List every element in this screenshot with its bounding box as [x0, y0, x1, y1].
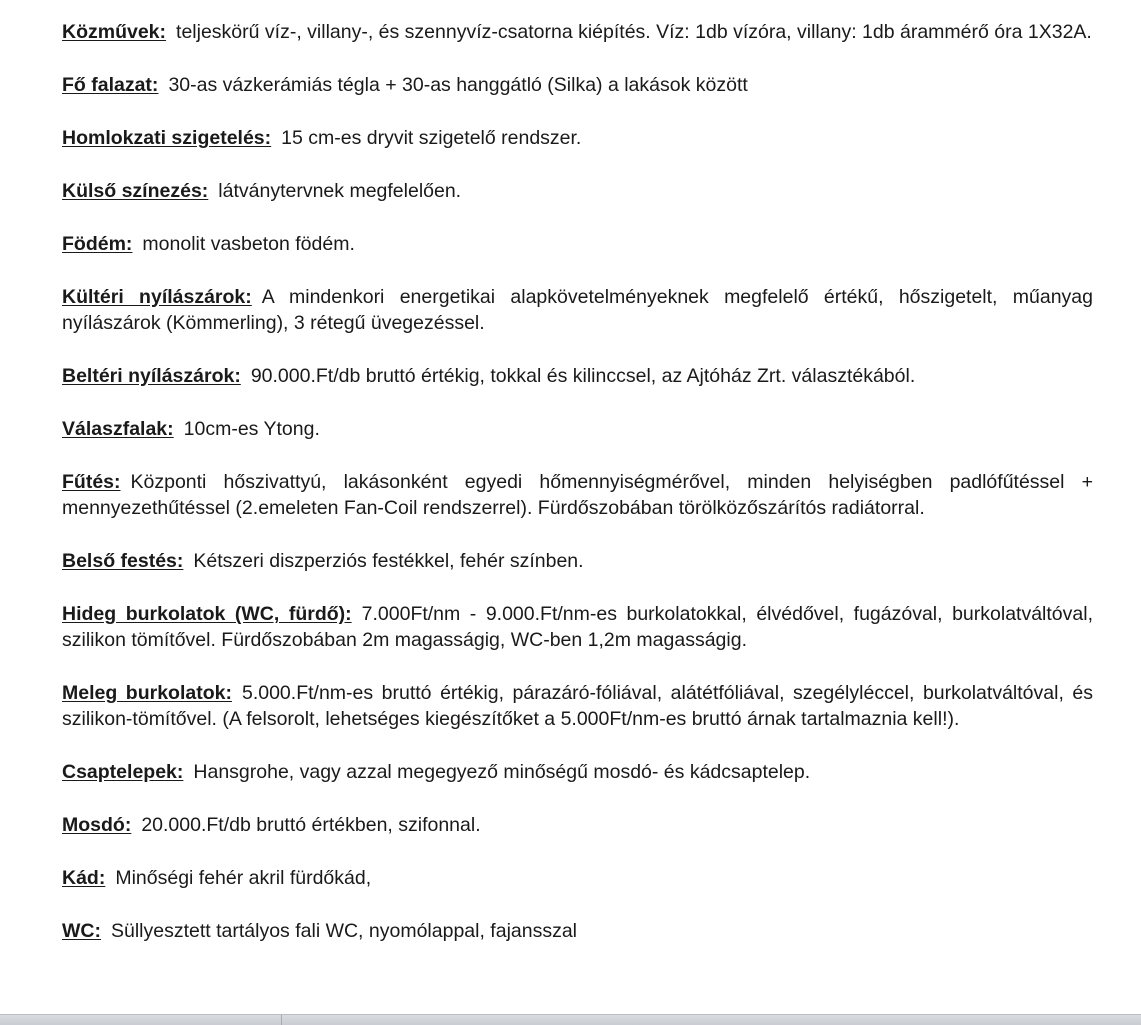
spec-label: Fő falazat: — [62, 74, 159, 96]
spec-label: Belső festés: — [62, 550, 184, 572]
spec-label: Meleg burkolatok: — [62, 682, 232, 704]
spec-label: WC: — [62, 920, 101, 942]
spec-futes — [62, 469, 1093, 521]
spec-hideg-burkolatok — [62, 601, 1093, 653]
spec-text: A mindenkori energetikai alapkövetelményeknek megfelelő értékű, hőszigetelt, műanyag nyílászárok (Kömmerling), 3 rétegű üvegezéssel. — [62, 286, 1093, 334]
spec-kulso-szinezes — [62, 178, 1093, 204]
spec-text: 15 cm-es dryvit szigetelő rendszer. — [281, 127, 582, 149]
spec-belso-festes — [62, 548, 1093, 574]
spec-label: Kád: — [62, 867, 106, 889]
spec-text: Központi hőszivattyú, lakásonként egyedi hőmennyiségmérővel, minden helyiségben padlófűtéssel + mennyezethűtéssel (2.emeleten Fan-Coil rendszerrel). Fürdőszobában törölközőszárítós radiátorral. — [62, 471, 1093, 519]
spec-text: 5.000.Ft/nm-es bruttó értékig, párazáró-fóliával, alátétfóliával, szegélyléccel, burkolatváltóval, és szilikon-tömítővel. (A felsorolt, lehetséges kiegészítőket a 5.000Ft/nm-es bruttó árnak tartalmaznia kell!). — [62, 682, 1093, 730]
spec-kozmuvek — [62, 19, 1093, 45]
spec-mosdo — [62, 812, 1093, 838]
spec-text: 20.000.Ft/db bruttó értékben, szifonnal. — [141, 814, 481, 836]
spec-label: Födém: — [62, 233, 133, 255]
spec-text: teljeskörű víz-, villany-, és szennyvíz-csatorna kiépítés. Víz: 1db vízóra, villany: 1db árammérő óra 1X32A. — [176, 21, 1092, 43]
status-bar — [0, 1014, 1141, 1025]
spec-label: Beltéri nyílászárok: — [62, 365, 241, 387]
spec-kulteri-nyilaszarok — [62, 284, 1093, 336]
spec-text: 90.000.Ft/db bruttó értékig, tokkal és kilinccsel, az Ajtóház Zrt. választékából. — [250, 365, 916, 387]
spec-text: 10cm-es Ytong. — [183, 418, 320, 440]
spec-csaptelepek — [62, 759, 1093, 785]
spec-kad — [62, 865, 1093, 891]
spec-fo-falazat — [62, 72, 1093, 98]
spec-label: Hideg burkolatok (WC, fürdő): — [62, 603, 352, 625]
spec-label: Közművek: — [62, 21, 167, 43]
spec-text: látványtervnek megfelelően. — [218, 180, 462, 202]
spec-belteri-nyilaszarok — [62, 363, 1093, 389]
spec-text: 7.000Ft/nm - 9.000.Ft/nm-es burkolatokkal, élvédővel, fugázóval, burkolatváltóval, szilikon tömítővel. Fürdőszobában 2m magasságig, WC-ben 1,2m magasságig. — [62, 603, 1093, 651]
spec-text: Kétszeri diszperziós festékkel, fehér színben. — [193, 550, 584, 572]
spec-text: Süllyesztett tartályos fali WC, nyomólappal, fajansszal — [110, 920, 578, 942]
spec-label: Homlokzati szigetelés: — [62, 127, 272, 149]
specification-list — [62, 19, 1093, 971]
spec-text: 30-as vázkerámiás tégla + 30-as hanggátló (Silka) a lakások között — [168, 74, 748, 96]
spec-text: monolit vasbeton födém. — [142, 233, 355, 255]
spec-label: Fűtés: — [62, 471, 121, 493]
spec-label: Külső színezés: — [62, 180, 209, 202]
spec-text: Minőségi fehér akril fürdőkád, — [115, 867, 372, 889]
spec-valaszfalak — [62, 416, 1093, 442]
spec-text: Hansgrohe, vagy azzal megegyező minőségű mosdó- és kádcsaptelep. — [193, 761, 811, 783]
spec-label: Mosdó: — [62, 814, 132, 836]
spec-homlokzati-szigeteles — [62, 125, 1093, 151]
spec-label: Válaszfalak: — [62, 418, 174, 440]
spec-meleg-burkolatok — [62, 680, 1093, 732]
spec-label: Kültéri nyílászárok: — [62, 286, 252, 308]
spec-wc — [62, 918, 1093, 944]
spec-label: Csaptelepek: — [62, 761, 184, 783]
spec-fodem — [62, 231, 1093, 257]
